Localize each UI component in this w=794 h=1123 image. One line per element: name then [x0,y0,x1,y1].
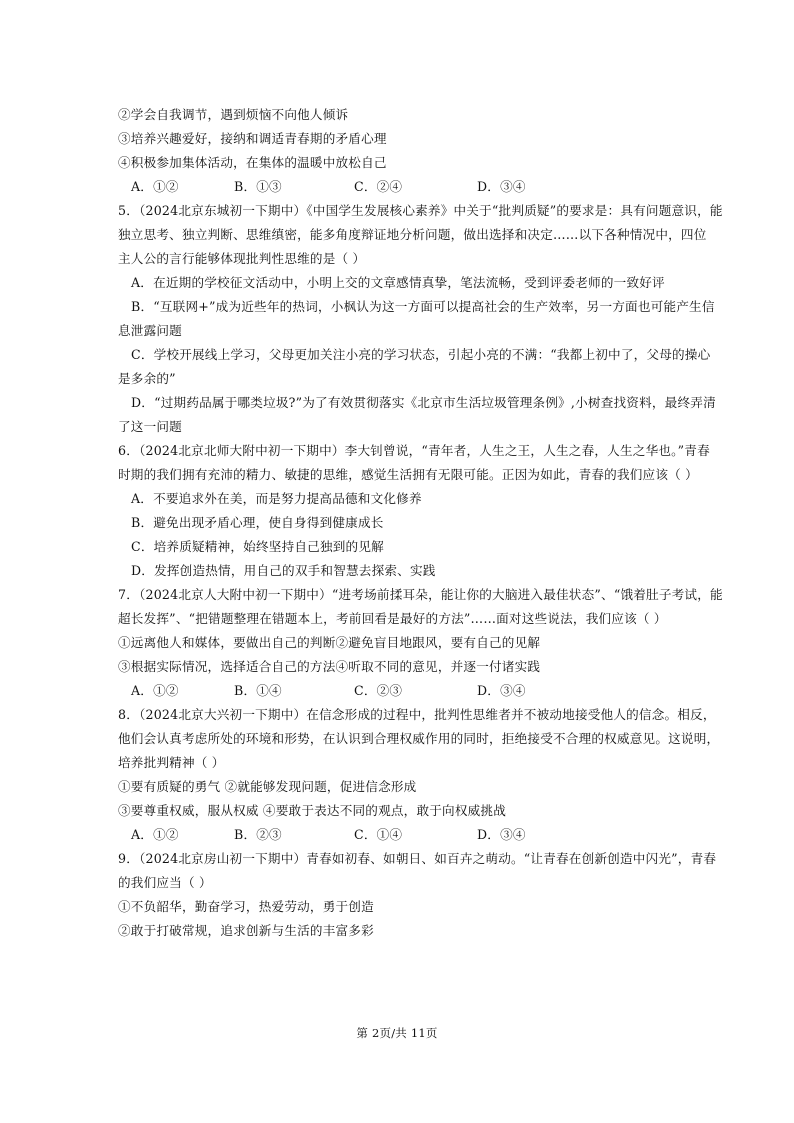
q8-item-line-2: ③要尊重权威，服从权威 ④要敢于表达不同的观点，敢于向权威挑战 [118,803,507,818]
q7-item-line-1: ①远离他人和媒体，要做出自己的判断②避免盲目地跟风，要有自己的见解 [118,635,541,650]
choice-c[interactable]: C．②④ [354,179,403,194]
choice-d[interactable]: D．③④ [477,683,526,698]
q8-stem-line-2: 他们会认真考虑所处的环境和形势，在认识到合理权威作用的同时，拒绝接受不合理的权威意见。这说明， [118,731,720,746]
q6-option-a[interactable]: A．不要追求外在美，而是努力提高品德和文化修养 [131,491,422,506]
choice-c[interactable]: C．②③ [354,683,403,698]
q6-stem-line-2: 时期的我们拥有充沛的精力、敏捷的思维，感觉生活拥有无限可能。正因为如此，青春的我们应该（ ） [118,467,698,482]
choice-b[interactable]: B．①③ [234,179,282,194]
q5-stem-line-1: 5．（2024北京东城初一下期中）《中国学生发展核心素养》中关于“批判质疑”的要求是：具有问题意识，能 [118,203,723,218]
q5-option-b-cont: 息泄露问题 [118,323,182,338]
q5-option-a[interactable]: A．在近期的学校征文活动中，小明上交的文章感情真挚，笔法流畅，受到评委老师的一致好评 [131,275,665,290]
q6-stem-line-1: 6．（2024北京北师大附中初一下期中）李大钊曾说，“青年者，人生之王，人生之春，人生之华也。”青春 [118,443,710,458]
q5-stem-line-2: 独立思考、独立判断、思维缜密，能多角度辩证地分析问题，做出选择和决定……以下各种情况中，四位 [118,227,707,242]
q9-item-line-2: ②敢于打破常规，追求创新与生活的丰富多彩 [118,923,374,938]
q6-option-d[interactable]: D．发挥创造热情，用自己的双手和智慧去探索、实践 [131,563,436,578]
q5-stem-line-3: 主人公的言行能够体现批判性思维的是（ ） [118,251,366,266]
prev-question-item-4: ④积极参加集体活动，在集体的温暖中放松自己 [118,155,387,170]
q9-item-line-1: ①不负韶华，勤奋学习，热爱劳动，勇于创造 [118,899,374,914]
q7-stem-line-2: 超长发挥”、“把错题整理在错题本上，考前回看是最好的方法”……面对这些说法，我们应该（ ） [118,611,667,626]
q8-item-line-1: ①要有质疑的勇气 ②就能够发现问题，促进信念形成 [118,779,417,794]
q5-option-c[interactable]: C．学校开展线上学习，父母更加关注小亮的学习状态，引起小亮的不满：“我都上初中了，父母的操心 [131,347,711,362]
q8-stem-line-3: 培养批判精神（ ） [118,755,225,770]
choice-a[interactable]: A．①② [131,683,179,698]
q7-item-line-2: ③根据实际情况，选择适合自己的方法④听取不同的意见，并逐一付诸实践 [118,659,541,674]
q5-option-b[interactable]: B．“互联网+”成为近些年的热词，小枫认为这一方面可以提高社会的生产效率，另一方面也可能产生信 [131,299,715,314]
q5-option-d-cont: 了这一问题 [118,419,182,434]
q6-option-b[interactable]: B．避免出现矛盾心理，使自身得到健康成长 [131,515,384,530]
choice-d[interactable]: D．③④ [477,827,526,842]
q8-stem-line-1: 8．（2024北京大兴初一下期中）在信念形成的过程中，批判性思维者并不被动地接受他人的信念。相反， [118,707,716,722]
choice-b[interactable]: B．②③ [234,827,282,842]
choice-a[interactable]: A．①② [131,179,179,194]
prev-question-item-2: ②学会自我调节，遇到烦恼不向他人倾诉 [118,107,349,122]
choice-b[interactable]: B．①④ [234,683,282,698]
q5-option-d[interactable]: D．“过期药品属于哪类垃圾?”为了有效贯彻落实《北京市生活垃圾管理条例》,小树查找资料，最终弄清 [131,395,716,410]
q6-option-c[interactable]: C．培养质疑精神，始终坚持自己独到的见解 [131,539,384,554]
q9-stem-line-2: 的我们应当（ ） [118,875,212,890]
choice-c[interactable]: C．①④ [354,827,403,842]
q7-stem-line-1: 7．（2024北京人大附中初一下期中）“进考场前揉耳朵，能让你的大脑进入最佳状态”、“饿着肚子考试，能 [118,587,723,602]
choice-a[interactable]: A．①② [131,827,179,842]
q9-stem-line-1: 9．（2024北京房山初一下期中）青春如初春、如朝日、如百卉之萌动。“让青春在创新创造中闪光”，青春 [118,851,717,866]
prev-question-item-3: ③培养兴趣爱好，接纳和调适青春期的矛盾心理 [118,131,387,146]
q5-option-c-cont: 是多余的” [118,371,176,386]
page-number: 第 2页/共 11页 [356,1026,438,1040]
choice-d[interactable]: D．③④ [477,179,526,194]
